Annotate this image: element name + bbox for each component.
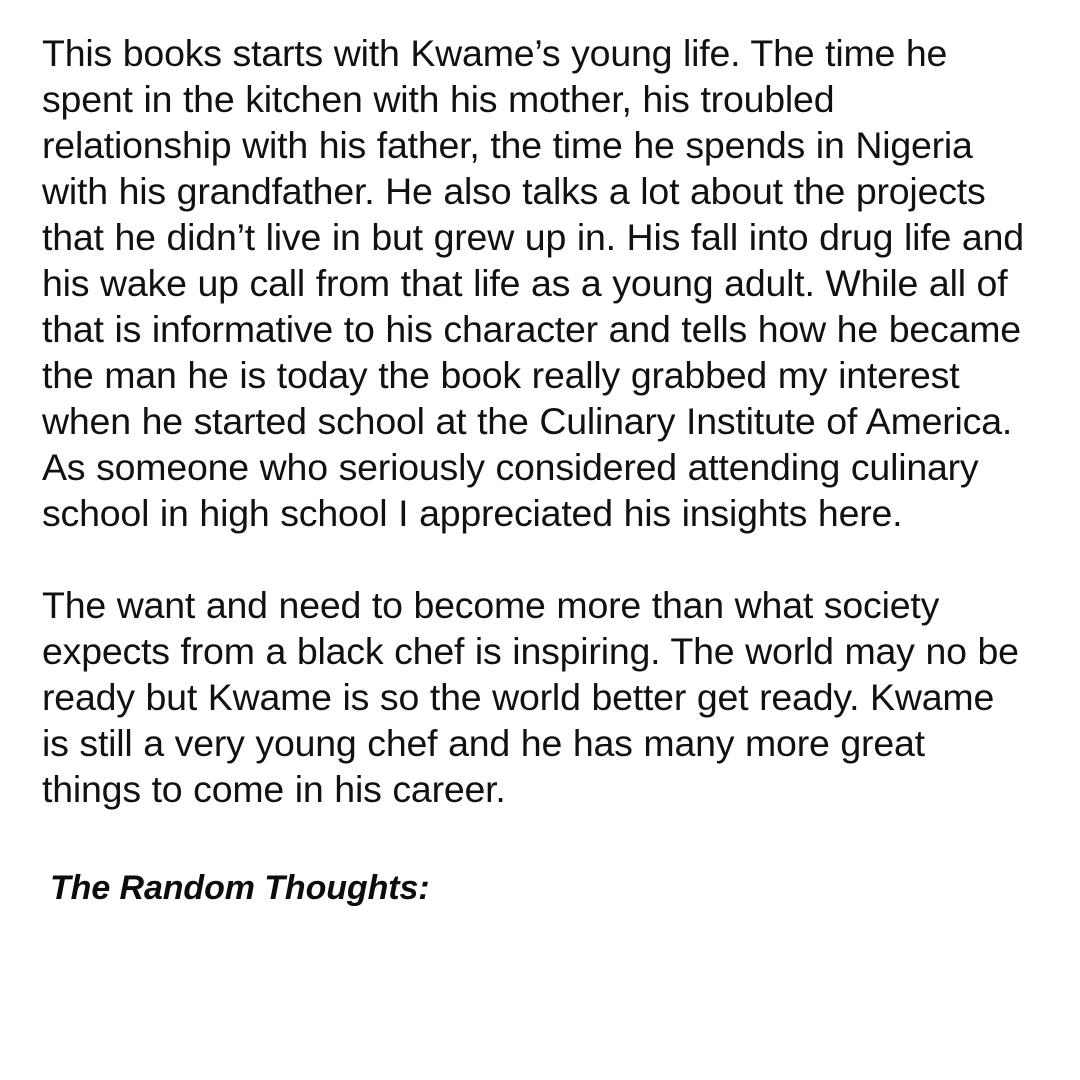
body-paragraph-2: The want and need to become more than what society expects from a black chef is inspiring. The world may no be ready but Kwame is so the world better get ready. Kwame is still a very young chef and he has many more great things to come in his career. xyxy=(42,584,1019,810)
section-heading: The Random Thoughts: xyxy=(50,869,430,907)
body-paragraph-1: This books starts with Kwame’s young life. The time he spent in the kitchen with his mother, his troubled relationship with his father, the time he spends in Nigeria with his grandfather. He also talks a lot about the projects that he didn’t live in but grew up in. His fall into drug life and his wake up call from that life as a young adult. While all of that is informative to his character and tells how he became the man he is today the book really grabbed my interest when he started school at the Culinary Institute of America. As someone who seriously considered attending culinary school in high school I appreciated his insights here. xyxy=(42,32,1024,534)
